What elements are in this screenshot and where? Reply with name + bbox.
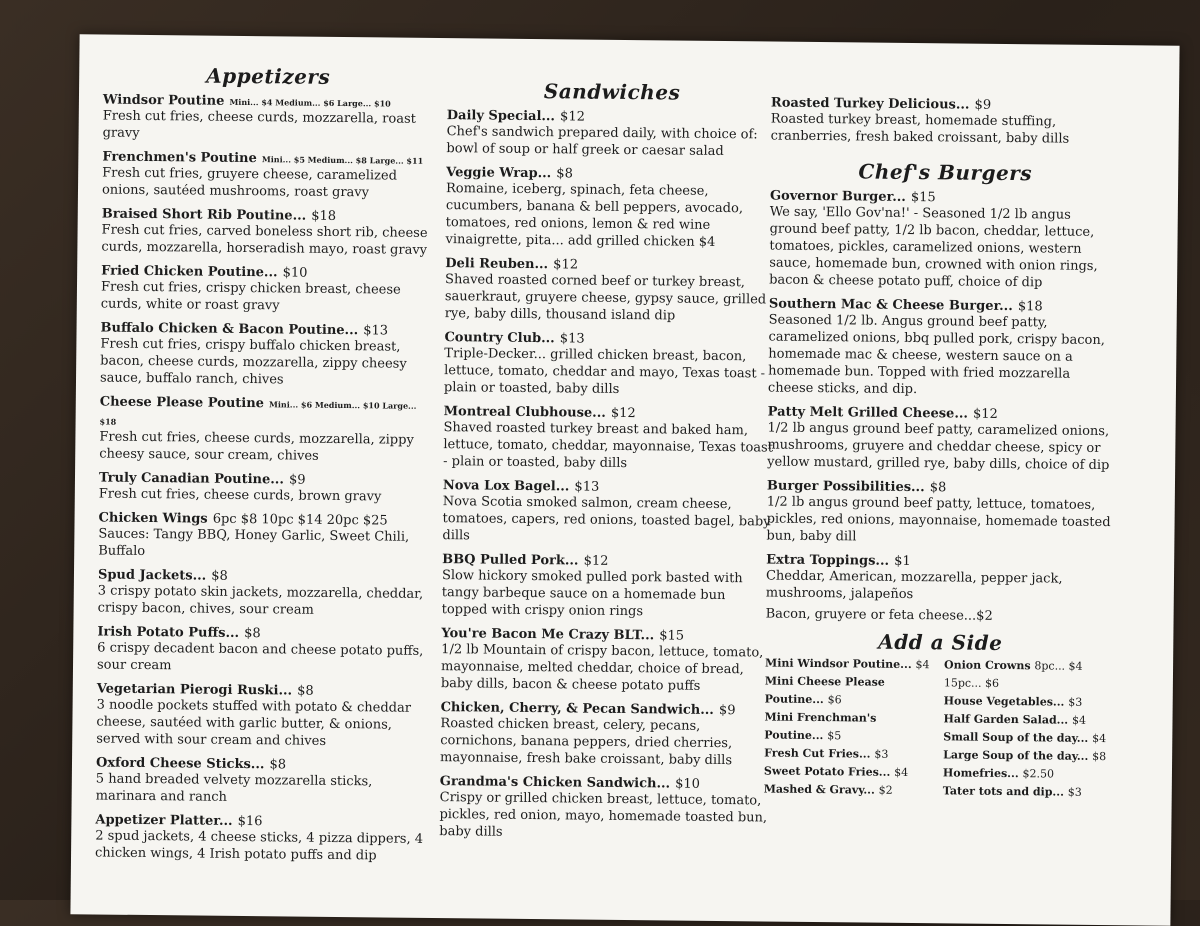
item-description: Fresh cut fries, carved boneless short rib, cheese curds, mozzarella, horseradish mayo, roast gravy [101, 222, 428, 258]
menu-item [441, 622, 772, 695]
item-price: $15 [910, 189, 936, 206]
sandwiches-column [439, 78, 777, 847]
menu-item [102, 146, 433, 202]
item-name: Nova Lox Bagel... [442, 478, 570, 495]
item-name: BBQ Pulled Pork... [442, 552, 579, 569]
menu-item [767, 400, 1118, 474]
menu-paper [70, 34, 1179, 925]
item-description: Seasoned 1/2 lb. Angus ground beef patty, caramelized onions, bbq pulled pork, crispy bacon, homemade mac & cheese, western sauce on a homemade bun. Topped with fried mozzarella cheese sticks, and dip. [767, 312, 1105, 398]
item-description: 1/2 lb Mountain of crispy bacon, lettuce, tomato, mayonnaise, melted cheddar, choice of bread, baby dills, bacon & cheese potato puffs [440, 642, 764, 694]
item-description: Fresh cut fries, crispy chicken breast, cheese curds, white or roast gravy [100, 279, 401, 314]
item-name: Windsor Poutine [102, 92, 225, 109]
item-description: Triple-Decker... grilled chicken breast, bacon, lettuce, tomato, cheddar and mayo, Texas toast - plain or toasted, baby dills [443, 346, 766, 397]
item-size-prices: Mini... $4 Medium... $6 Large... $10 [229, 96, 391, 109]
menu-item-roasted-turkey [771, 92, 1122, 149]
item-price: $13 [559, 331, 585, 347]
item-size-prices: Mini... $6 Medium... $10 Large... $18 [99, 399, 417, 427]
item-name: Appetizer Platter... [95, 812, 233, 829]
item-description: Roasted chicken breast, celery, pecans, cornichons, banana peppers, dried cherries, mayonnaise, fresh bake croissant, baby dills [440, 716, 733, 769]
sandwiches-list [439, 104, 777, 843]
item-name: Roasted Turkey Delicious... [770, 95, 970, 113]
item-description: We say, 'Ello Gov'na!' - Seasoned 1/2 lb angus ground beef patty, 1/2 lb bacon, cheddar, lettuce, tomatoes, pickles, caramelized onions, western sauce, homemade bun, crowned with onion rings, bacon & cheese potato puff, choice of dip [769, 204, 1098, 291]
menu-item [440, 696, 771, 769]
side-name: Homefries... [942, 766, 1019, 781]
item-name: Irish Potato Puffs... [97, 624, 240, 641]
menu-item [442, 548, 773, 621]
menu-item [101, 260, 432, 316]
side-price: $8 [1092, 749, 1107, 764]
burgers-column [764, 92, 1121, 803]
appetizers-list [95, 89, 433, 865]
item-price: $10 [282, 265, 308, 281]
item-name: Deli Reuben... [445, 256, 549, 273]
side-item [765, 672, 936, 710]
item-description: 1/2 lb angus ground beef patty, caramelized onions, mushrooms, gruyere and cheddar cheese, spicy or yellow mustard, grilled rye, baby dills, choice of dip [767, 420, 1110, 474]
item-name: Daily Special... [446, 108, 556, 125]
item-name: Patty Melt Grilled Cheese... [767, 404, 969, 422]
item-description: Sauces: Tangy BBQ, Honey Garlic, Sweet Chili, Buffalo [98, 526, 410, 559]
item-price: $9 [974, 97, 992, 113]
side-name: Small Soup of the day... [943, 730, 1089, 745]
menu-item [99, 390, 430, 465]
burgers-heading: Chef's Burgers [858, 159, 1033, 186]
item-price: $8 [244, 626, 261, 642]
side-item [764, 708, 935, 746]
sides-heading: Add a Side [878, 629, 1003, 655]
item-name: Buffalo Chicken & Bacon Poutine... [100, 320, 359, 339]
item-name: Braised Short Rib Poutine... [101, 206, 307, 224]
item-description: Fresh cut fries, crispy buffalo chicken breast, bacon, cheese curds, mozzarella, zippy cheesy sauce, buffalo ranch, chives [99, 336, 407, 388]
item-price: $8 [211, 568, 228, 584]
side-price: $3 [874, 747, 889, 761]
side-name: Mini Cheese Please Poutine... [764, 674, 885, 707]
menu-item [766, 548, 1117, 605]
side-item [944, 692, 1115, 712]
item-price: $1 [894, 553, 911, 569]
item-description: 2 spud jackets, 4 cheese sticks, 4 pizza dippers, 4 chicken wings, 4 Irish potato puffs and dip [94, 828, 424, 864]
item-name: Oxford Cheese Sticks... [95, 755, 265, 773]
item-name: Extra Toppings... [766, 552, 890, 569]
item-name: Montreal Clubhouse... [443, 404, 606, 421]
item-price: $10 [675, 776, 701, 792]
side-item [943, 710, 1114, 730]
item-price: $8 [297, 683, 314, 699]
item-description: 1/2 lb angus ground beef patty, lettuce, tomatoes, pickles, red onions, mayonnaise, homemade toasted bun, baby dill [766, 494, 1111, 545]
item-description: Shaved roasted turkey breast and baked ham, lettuce, tomato, cheddar, mayonnaise, Texas toast - plain or toasted, baby dills [443, 420, 774, 472]
item-price: $18 [311, 208, 337, 224]
side-price: 8pc... $4 15pc... $6 [943, 659, 1083, 690]
item-description: Slow hickory smoked pulled pork basted with tangy barbeque sauce on a homemade bun topped with crispy onion rings [441, 568, 743, 620]
item-description: 3 crispy potato skin jackets, mozzarella, cheddar, crispy bacon, chives, sour cream [97, 583, 424, 618]
item-price: $12 [972, 406, 998, 422]
side-item [944, 656, 1115, 694]
side-item [943, 782, 1114, 802]
side-name: Mini Windsor Poutine... [765, 656, 912, 672]
item-description: Cheddar, American, mozzarella, pepper jack, mushrooms, jalapeños [765, 568, 1063, 603]
item-price: $12 [560, 109, 586, 125]
item-description: 3 noodle pockets stuffed with potato & cheddar cheese, sautéed with garlic butter, & onions, served with sour cream and chives [96, 697, 412, 749]
menu-item [766, 474, 1117, 548]
item-price: $18 [1017, 299, 1043, 315]
item-price: $8 [929, 480, 947, 496]
item-name: Grandma's Chicken Sandwich... [439, 774, 671, 792]
side-name: Fresh Cut Fries... [764, 746, 871, 761]
item-description: Fresh cut fries, cheese curds, mozzarella, zippy cheesy sauce, sour cream, chives [99, 429, 414, 464]
item-name: Fried Chicken Poutine... [101, 263, 278, 281]
item-description: Roasted turkey breast, homemade stuffing, cranberries, fresh baked croissant, baby dills [770, 111, 1070, 147]
item-name: Vegetarian Pierogi Ruski... [96, 681, 293, 699]
menu-item [103, 89, 434, 145]
item-description: Romaine, iceberg, spinach, feta cheese, cucumbers, banana & bell peppers, avocado, tomatoes, red onions, lemon & red wine vinaigrette, pita... add grilled chicken $4 [445, 181, 744, 250]
side-name: Sweet Potato Fries... [763, 764, 891, 779]
side-price: $3 [1067, 785, 1082, 799]
item-price: 6pc $8 10pc $14 20pc $25 [212, 511, 388, 529]
side-price: $4 [894, 765, 909, 779]
side-price: $3 [1068, 695, 1083, 709]
item-description: Fresh cut fries, gruyere cheese, caramelized onions, sautéed mushrooms, roast gravy [101, 165, 398, 201]
side-price: $4 [915, 658, 930, 672]
item-name: Frenchmen's Poutine [102, 149, 257, 167]
menu-item [445, 252, 776, 325]
menu-item [445, 161, 776, 251]
item-price: $16 [237, 813, 263, 830]
side-name: Onion Crowns [944, 658, 1031, 673]
side-price: $6 [827, 693, 842, 707]
item-price: $13 [363, 323, 389, 339]
item-description: Fresh cut fries, cheese curds, brown gravy [98, 486, 382, 505]
menu-item [98, 563, 429, 619]
item-name: Cheese Please Poutine [99, 394, 265, 412]
item-price: $9 [288, 472, 306, 488]
menu-item [769, 185, 1120, 293]
item-price: $8 [556, 166, 573, 182]
item-name: Chicken, Cherry, & Pecan Sandwich... [440, 700, 714, 718]
item-price: $12 [553, 257, 579, 273]
side-price: $4 [1092, 731, 1107, 746]
item-price: $13 [574, 479, 600, 495]
menu-item [99, 466, 429, 505]
item-price: $12 [583, 553, 609, 569]
menu-item [96, 751, 427, 807]
item-description: Fresh cut fries, cheese curds, mozzarella, roast gravy [102, 108, 416, 141]
item-price: $15 [659, 628, 685, 644]
side-item [943, 728, 1114, 748]
item-description: Chef's sandwich prepared daily, with choice of: bowl of soup or half greek or caesar salad [446, 124, 758, 160]
menu-item [446, 104, 777, 160]
menu-item [96, 677, 427, 750]
side-price: $4 [1071, 713, 1087, 727]
item-price: $9 [718, 702, 736, 719]
menu-item [101, 203, 432, 259]
burgers-list [766, 185, 1120, 606]
item-name: You're Bacon Me Crazy BLT... [441, 626, 655, 644]
sides-left-column [764, 654, 936, 800]
menu-item [443, 400, 774, 473]
item-name: Spud Jackets... [97, 567, 207, 584]
extra-toppings-line: Bacon, gruyere or feta cheese...$2 [765, 606, 993, 624]
side-item [943, 746, 1114, 766]
item-description: 6 crispy decadent bacon and cheese potato puffs, sour cream [96, 640, 424, 674]
menu-item [439, 770, 770, 843]
menu-item [97, 620, 428, 676]
item-name: Truly Canadian Poutine... [98, 470, 284, 488]
side-item [764, 762, 935, 782]
item-description: 5 hand breaded velvety mozzarella sticks, marinara and ranch [95, 771, 373, 805]
side-name: Mini Frenchman's Poutine... [764, 710, 877, 743]
menu-item [444, 326, 775, 399]
side-price: $5 [827, 729, 842, 743]
sandwiches-heading: Sandwiches [543, 79, 681, 105]
side-name: Large Soup of the day... [943, 748, 1089, 763]
side-name: Half Garden Salad... [943, 712, 1069, 727]
side-price: $2.50 [1022, 767, 1055, 781]
item-description: Nova Scotia smoked salmon, cream cheese, tomatoes, capers, red onions, toasted bagel, baby dills [442, 494, 771, 544]
side-name: Tater tots and dip... [942, 784, 1065, 799]
side-item [764, 780, 935, 800]
item-name: Southern Mac & Cheese Burger... [768, 296, 1013, 315]
item-size-prices: Mini... $5 Medium... $8 Large... $11 [261, 154, 424, 166]
item-name: Governor Burger... [769, 188, 906, 205]
item-name: Chicken Wings [98, 510, 208, 527]
side-item [765, 654, 936, 674]
menu-item [100, 317, 431, 390]
sides-right-column [943, 656, 1115, 802]
item-description: Shaved roasted corned beef or turkey breast, sauerkraut, gruyere cheese, gypsy sauce, grilled rye, baby dills, thousand island dip [444, 272, 767, 324]
side-name: House Vegetables... [943, 694, 1065, 709]
item-name: Burger Possibilities... [766, 478, 925, 496]
menu-item [768, 292, 1119, 400]
item-price: $8 [269, 757, 287, 773]
item-name: Country Club... [444, 330, 555, 347]
side-item [764, 744, 935, 764]
side-name: Mashed & Gravy... [763, 782, 875, 797]
appetizers-heading: Appetizers [206, 63, 331, 89]
menu-item [98, 506, 429, 562]
item-name: Veggie Wrap... [446, 165, 552, 182]
side-item [943, 764, 1114, 784]
item-price: $12 [610, 405, 636, 422]
side-price: $2 [878, 783, 893, 797]
menu-item [95, 808, 426, 864]
sides-list [764, 654, 1115, 802]
menu-item [442, 474, 773, 547]
item-description: Crispy or grilled chicken breast, lettuce, tomato, pickles, red onion, mayo, homemade toasted bun, baby dills [439, 790, 768, 840]
appetizers-column [95, 63, 433, 869]
